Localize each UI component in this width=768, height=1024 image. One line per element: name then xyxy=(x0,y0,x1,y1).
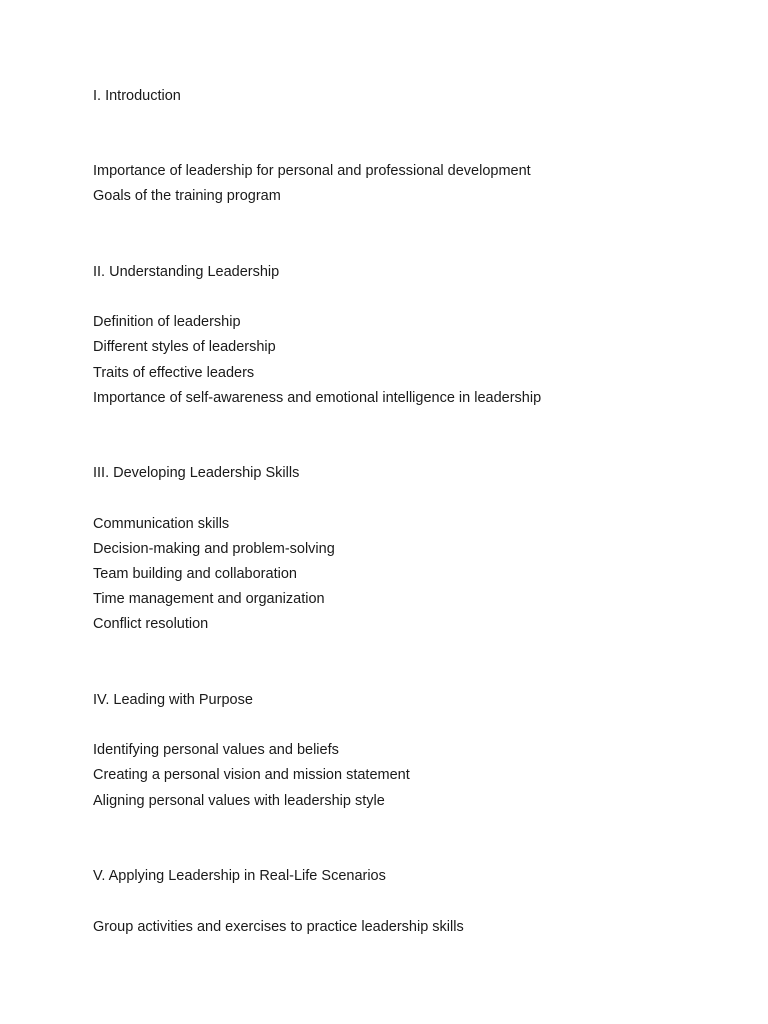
list-item: Traits of effective leaders xyxy=(93,365,255,381)
section-heading-applying-leadership: V. Applying Leadership in Real-Life Scenarios xyxy=(93,868,386,884)
section-heading-leading-with-purpose: IV. Leading with Purpose xyxy=(93,692,253,708)
list-item: Goals of the training program xyxy=(93,188,281,204)
section-heading-introduction: I. Introduction xyxy=(93,88,181,104)
section-heading-understanding-leadership: II. Understanding Leadership xyxy=(93,264,280,280)
list-item: Team building and collaboration xyxy=(93,566,297,582)
list-item: Creating a personal vision and mission statement xyxy=(93,767,410,783)
list-item: Identifying personal values and beliefs xyxy=(93,742,339,758)
list-item: Different styles of leadership xyxy=(93,339,276,355)
list-item: Decision-making and problem-solving xyxy=(93,541,335,557)
section-heading-developing-leadership-skills: III. Developing Leadership Skills xyxy=(93,465,300,481)
list-item: Importance of leadership for personal and professional development xyxy=(93,163,531,179)
list-item: Time management and organization xyxy=(93,591,325,607)
list-item: Group activities and exercises to practice leadership skills xyxy=(93,919,464,935)
list-item: Conflict resolution xyxy=(93,616,209,632)
list-item: Importance of self-awareness and emotional intelligence in leadership xyxy=(93,390,542,406)
list-item: Aligning personal values with leadership style xyxy=(93,793,385,809)
list-item: Communication skills xyxy=(93,516,230,532)
list-item: Definition of leadership xyxy=(93,314,241,330)
